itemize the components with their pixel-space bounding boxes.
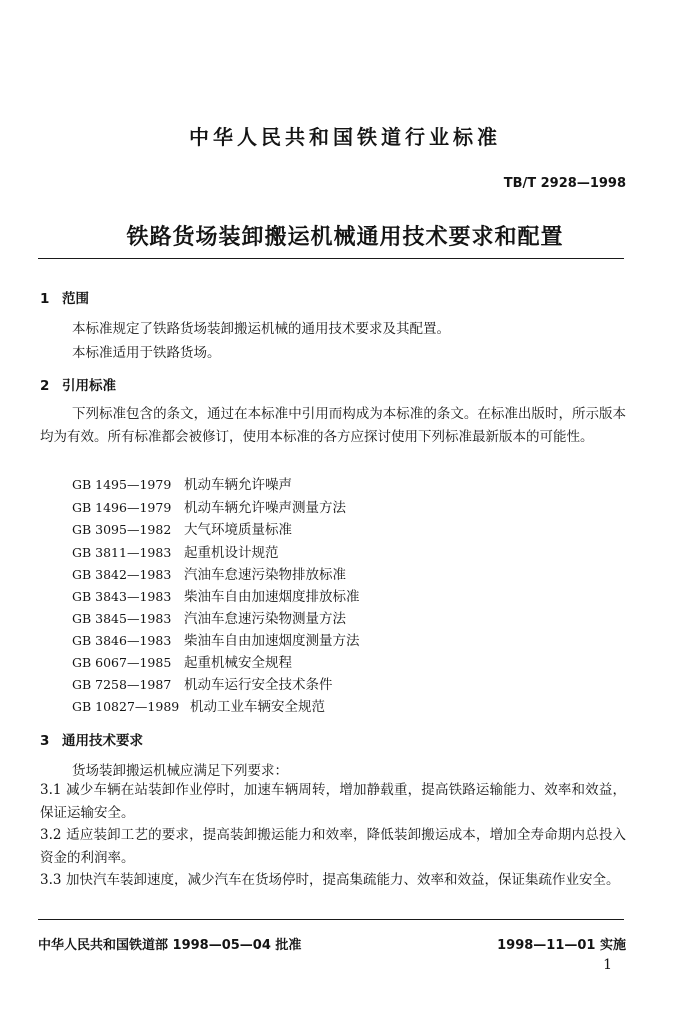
- reference-item: [72, 585, 360, 605]
- approval-line: 中华人民共和国铁道部 1998—05—04 批准: [38, 938, 302, 953]
- section-number: 1: [40, 291, 50, 307]
- reference-item: [72, 695, 325, 715]
- reference-title: 柴油车自由加速烟度排放标准: [184, 589, 360, 605]
- reference-item: [72, 673, 333, 693]
- implementation-date: 1998—11—01 实施: [497, 938, 626, 953]
- clause-number: 3.1: [40, 782, 62, 798]
- reference-item: [72, 518, 292, 538]
- reference-code: GB 10827—1989: [72, 699, 180, 714]
- section-1-paragraph: 本标准规定了铁路货场装卸搬运机械的通用技术要求及其配置。: [72, 321, 450, 337]
- clause-text: 减少车辆在站装卸作业停时，加速车辆周转，增加静载重，提高铁路运输能力、效率和效益，保证运输安全。: [40, 782, 626, 821]
- reference-title: 起重机械安全规程: [184, 655, 292, 671]
- reference-title: 机动车辆允许噪声测量方法: [184, 500, 346, 516]
- clause-3-1: [40, 779, 626, 825]
- reference-item: [72, 607, 346, 627]
- reference-title: 柴油车自由加速烟度测量方法: [184, 633, 360, 649]
- reference-title: 机动车辆允许噪声: [184, 477, 292, 493]
- reference-title: 汽油车怠速污染物测量方法: [184, 611, 346, 627]
- reference-item: [72, 651, 292, 671]
- section-title: 通用技术要求: [62, 733, 143, 749]
- reference-title: 机动车运行安全技术条件: [184, 677, 333, 693]
- reference-code: GB 3845—1983: [72, 611, 172, 626]
- clause-number: 3.3: [40, 872, 62, 888]
- reference-code: GB 1495—1979: [72, 477, 172, 492]
- reference-code: GB 3811—1983: [72, 545, 172, 560]
- reference-item: [72, 629, 360, 649]
- reference-item: [72, 473, 292, 493]
- reference-code: GB 6067—1985: [72, 655, 172, 670]
- reference-code: GB 3843—1983: [72, 589, 172, 604]
- standard-number: TB/T 2928—1998: [503, 176, 626, 191]
- reference-code: GB 7258—1987: [72, 677, 172, 692]
- reference-code: GB 3095—1982: [72, 522, 172, 537]
- publisher-title: 中华人民共和国铁道行业标准: [189, 125, 501, 149]
- reference-code: GB 1496—1979: [72, 500, 172, 515]
- section-number: 3: [40, 733, 50, 749]
- section-1-heading: [40, 287, 89, 307]
- reference-title: 大气环境质量标准: [184, 522, 292, 538]
- page-number: 1: [603, 957, 612, 973]
- reference-item: [72, 563, 346, 583]
- reference-item: [72, 541, 279, 561]
- bottom-divider: [38, 919, 624, 920]
- reference-item: [72, 496, 346, 516]
- reference-title: 起重机设计规范: [184, 545, 279, 561]
- reference-title: 汽油车怠速污染物排放标准: [184, 567, 346, 583]
- section-2-paragraph: 下列标准包含的条文，通过在本标准中引用而构成为本标准的条文。在标准出版时，所示版本均为有效。所有标准都会被修订，使用本标准的各方应探讨使用下列标准最新版本的可能性。: [40, 406, 626, 445]
- document-title: 铁路货场装卸搬运机械通用技术要求和配置: [126, 225, 564, 250]
- section-3-intro: 货场装卸搬运机械应满足下列要求：: [72, 763, 288, 779]
- section-number: 2: [40, 378, 50, 394]
- section-title: 范围: [62, 291, 89, 307]
- clause-text: 适应装卸工艺的要求，提高装卸搬运能力和效率，降低装卸搬运成本，增加全寿命期内总投入资金的利润率。: [40, 827, 626, 866]
- clause-text: 加快汽车装卸速度，减少汽车在货场停时，提高集疏能力、效率和效益，保证集疏作业安全。: [66, 872, 620, 888]
- reference-code: GB 3842—1983: [72, 567, 172, 582]
- section-3-heading: [40, 729, 143, 749]
- top-divider: [38, 258, 624, 259]
- section-1-paragraph: 本标准适用于铁路货场。: [72, 345, 221, 361]
- clause-number: 3.2: [40, 827, 62, 843]
- reference-code: GB 3846—1983: [72, 633, 172, 648]
- clause-3-2: [40, 824, 626, 870]
- reference-title: 机动工业车辆安全规范: [190, 699, 325, 715]
- section-title: 引用标准: [62, 378, 116, 394]
- clause-3-3: [40, 869, 626, 892]
- section-2-heading: [40, 374, 116, 394]
